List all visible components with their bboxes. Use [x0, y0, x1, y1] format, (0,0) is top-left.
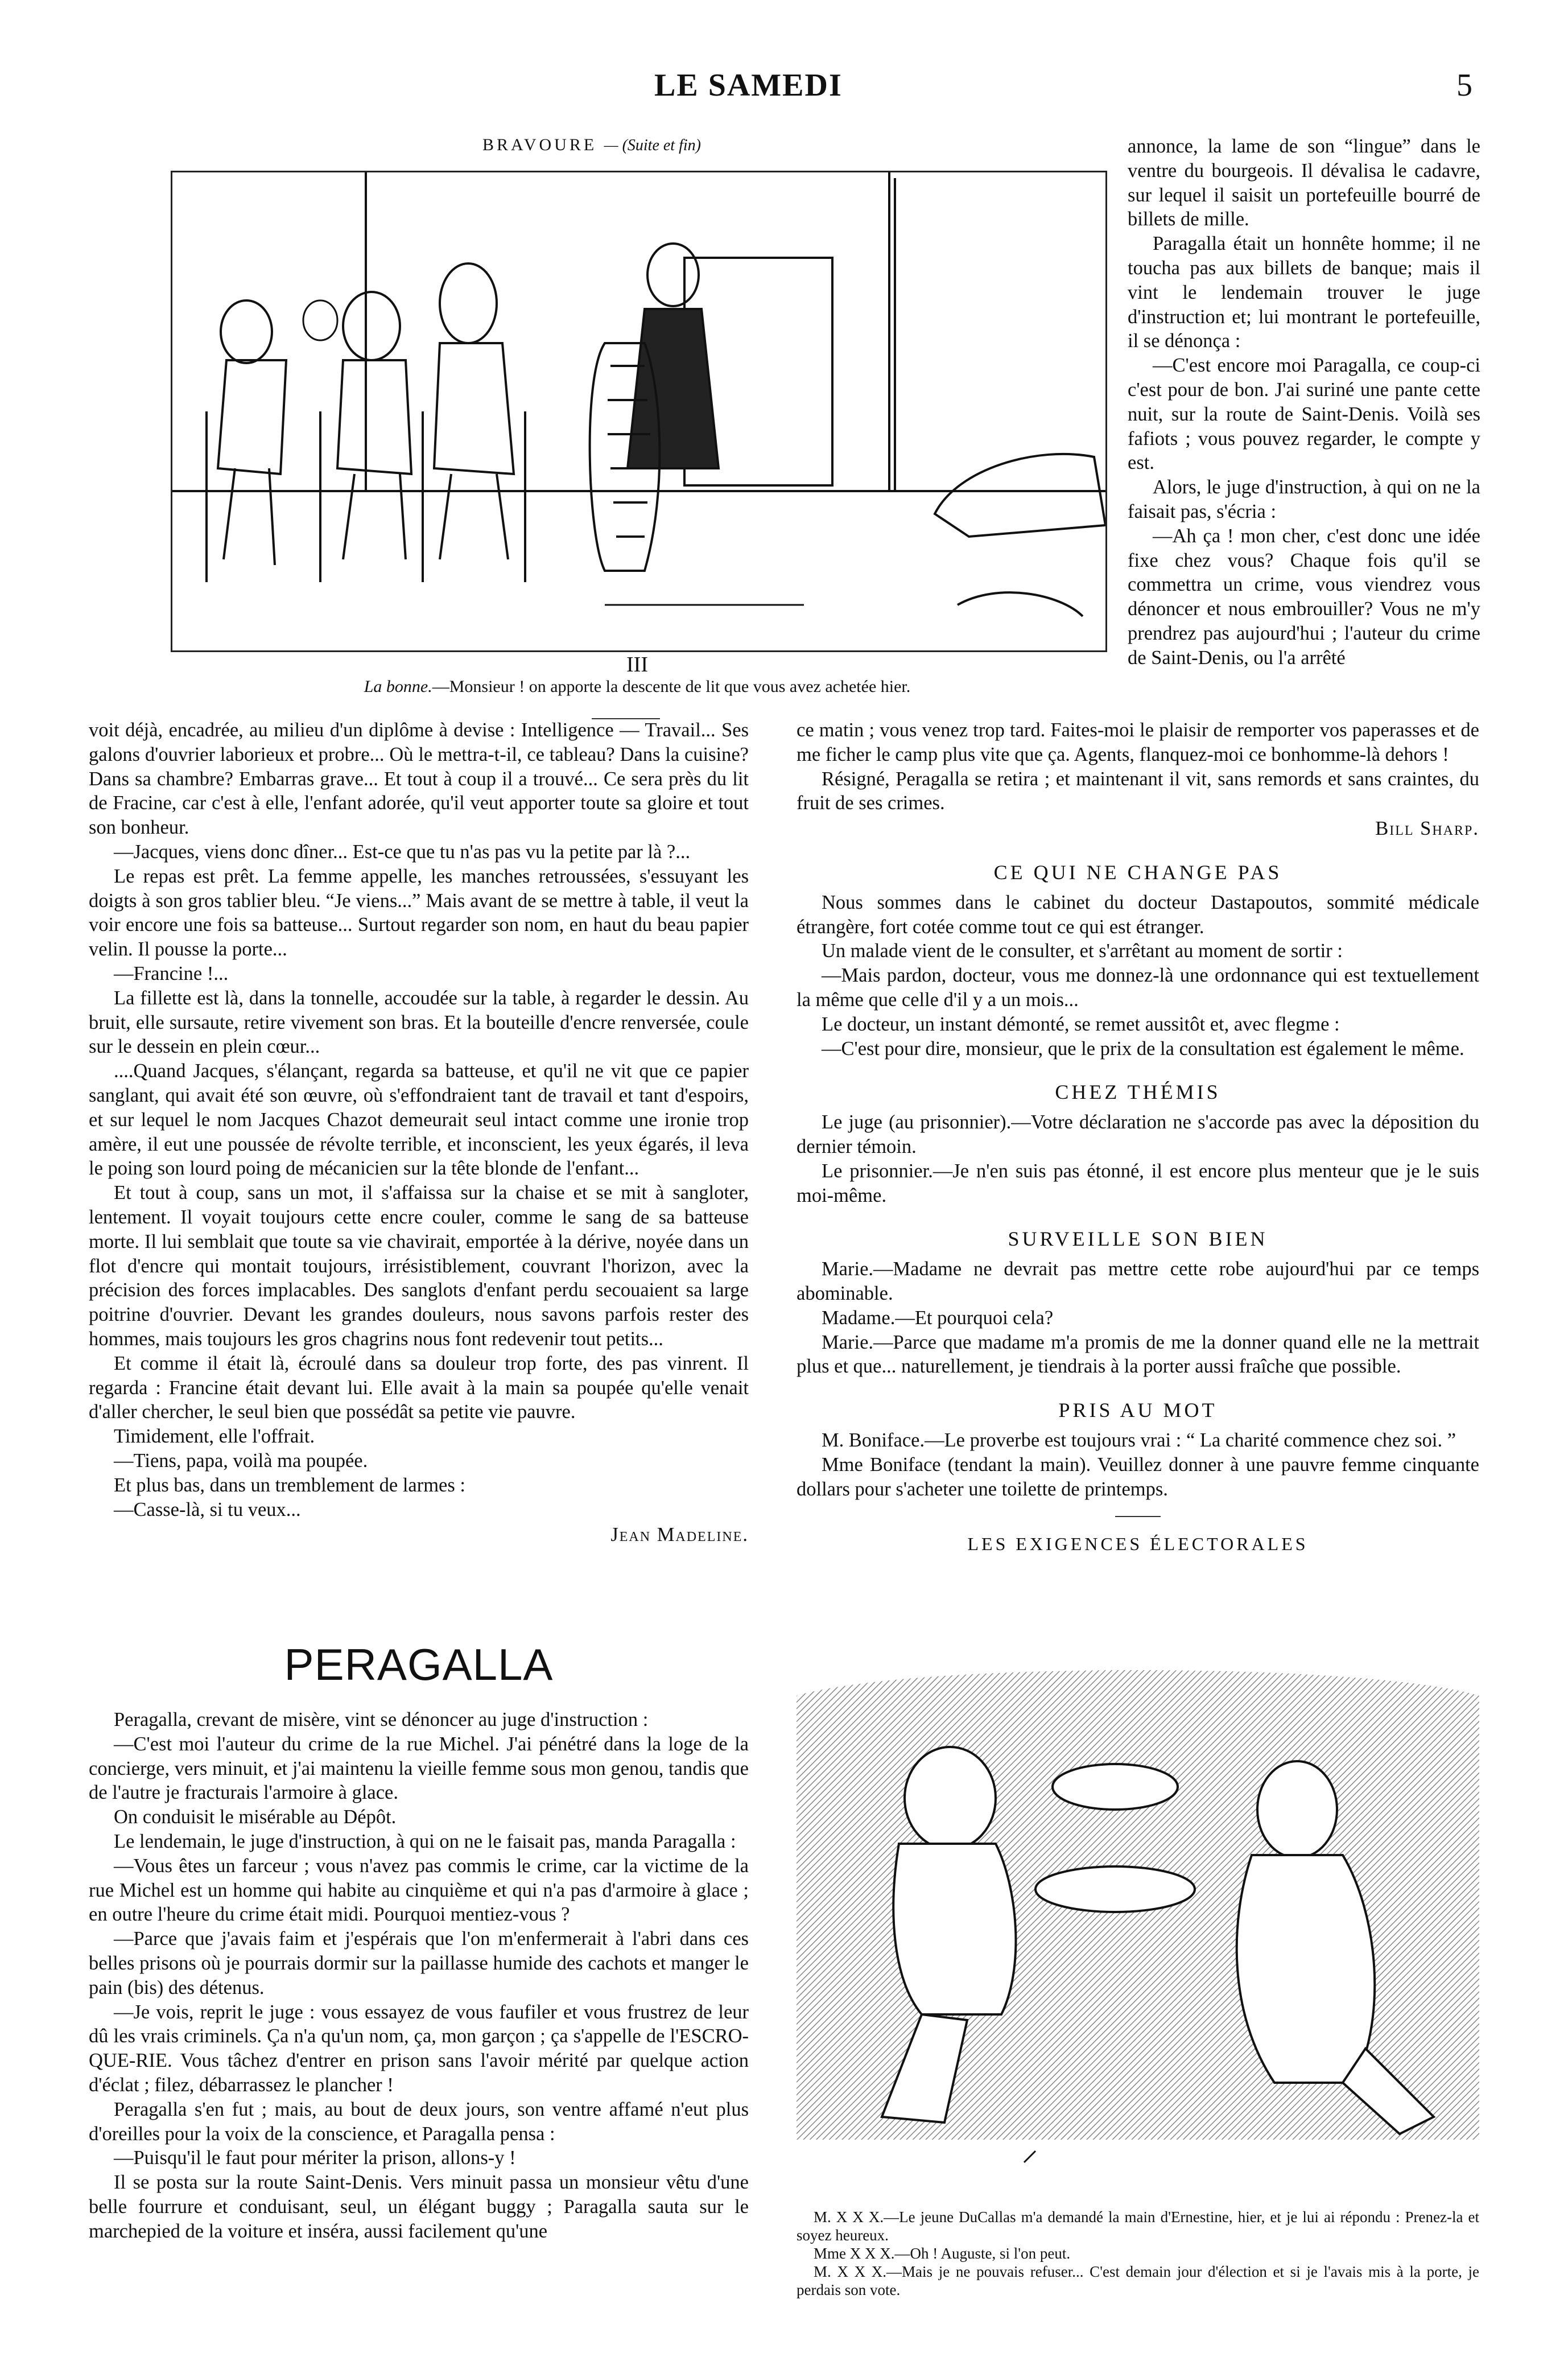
- paragraph: —C'est encore moi Paragalla, ce coup-ci c'est pour de bon. J'ai suriné une pante cette nuit, sur la route de Saint-Denis. Voilà ses fafiots ; vous pouvez regarder, le compte y est.: [1128, 355, 1480, 474]
- section-title: PRIS AU MOT: [1058, 1399, 1218, 1422]
- paragraph: —Parce que j'avais faim et j'espérais que l'on m'enfermerait à l'abri dans ces belles prisons où je pourrais dormir sur la paillasse humide des cachots et manger le pain (bis) des détenus.: [89, 1928, 749, 1998]
- top-illustration-title: [171, 135, 1013, 155]
- paragraph: La fillette est là, dans la tonnelle, accoudée sur la table, à regarder le dessin. Au bruit, elle sursaute, retire vivement son bras. Et la bouteille d'encre renversée, coule sur le dessein en plein cœur...: [89, 987, 749, 1058]
- paragraph: Le prisonnier.—Je n'en suis pas étonné, il est encore plus menteur que je le suis moi-même.: [797, 1160, 1479, 1206]
- caption-speaker: La bonne.: [364, 677, 432, 696]
- paragraph: —C'est pour dire, monsieur, que le prix de la consultation est également le même.: [822, 1037, 1464, 1060]
- section-title: CHEZ THÉMIS: [1055, 1081, 1221, 1104]
- paragraph: —Ah ça ! mon cher, c'est donc une idée fixe chez vous? Chaque fois qu'il se commettra un crime, vous viendrez vous dénoncer et nous embrouiller? Vous ne m'y prendrez pas aujourd'hui ; l'auteur du crime de Saint-Denis, ou l'a arrêté: [1128, 525, 1480, 669]
- paragraph: Timidement, elle l'offrait.: [114, 1425, 315, 1448]
- top-illustration-heading: BRAVOURE: [482, 135, 597, 154]
- paragraph: —C'est moi l'auteur du crime de la rue Michel. J'ai pénétré dans la loge de la concierge, vers minuit, et j'ai maintenu la vieille femme sous mon genou, tandis que de l'autre je fracturais l'armoire à glace.: [89, 1733, 749, 1804]
- paragraph: annonce, la lame de son “lingue” dans le ventre du bourgeois. Il dévalisa le cadavre, sur lequel il saisit un portefeuille bourré de billets de mille.: [1128, 135, 1480, 230]
- paragraph: Mme Boniface (tendant la main). Veuillez donner à une pauvre femme cinquante dollars pour s'acheter une toilette de printemps.: [797, 1453, 1479, 1500]
- paragraph: —Francine !...: [114, 962, 229, 984]
- paragraph: On conduisit le misérable au Dépôt.: [114, 1806, 397, 1828]
- bottom-illustration-caption: [797, 2208, 1479, 2299]
- paragraph: Le repas est prêt. La femme appelle, les manches retroussées, s'essuyant les doigts à son gros tablier bleu. “Je viens...” Mais avant de se mettre à table, il veut la voir encore une fois sa batteuse... Surtout regarder son nom, en haut du beau papier velin. Il pousse la porte...: [89, 865, 749, 961]
- peragalla-article: [89, 1639, 749, 2244]
- paragraph: —Jacques, viens donc dîner... Est-ce que tu n'as pas vu la petite par là ?...: [114, 840, 691, 863]
- paragraph: Le juge (au prisonnier).—Votre déclaration ne s'accorde pas avec la déposition du dernier témoin.: [797, 1111, 1479, 1157]
- divider: [1115, 1516, 1161, 1517]
- paragraph: —Casse-là, si tu veux...: [114, 1498, 301, 1520]
- paragraph: voit déjà, encadrée, au milieu d'un diplôme à devise : Intelligence — Travail... Ses galons d'ouvrier laborieux et probre... Où le mettra-t-il, ce tableau? Dans la cuisine? Dans sa chambre? Embarras grave... Et tout à coup il a trouvé... Ce sera près du lit de Fracine, car c'est à elle, l'enfant adorée, qu'il veut apporter toute sa gloire et tout son bonheur.: [89, 719, 749, 839]
- caption-line: M. X X X.—Mais je ne pouvais refuser... C'est demain jour d'élection et si je l'avais mis à la porte, je perdais son vote.: [797, 2263, 1479, 2298]
- paragraph: Peragalla s'en fut ; mais, au bout de deux jours, son ventre affamé n'eut plus d'oreilles pour la voix de la conscience, et Paragalla pensa :: [89, 2098, 749, 2145]
- paragraph: Peragalla, crevant de misère, vint se dénoncer au juge d'instruction :: [114, 1709, 649, 1730]
- signature: Bill Sharp.: [1375, 818, 1479, 840]
- paragraph: Le docteur, un instant démonté, se remet aussitôt et, avec flegme :: [822, 1013, 1340, 1035]
- running-header: [0, 67, 1568, 107]
- paragraph: Madame.—Et pourquoi cela?: [822, 1307, 1054, 1329]
- paragraph: —Tiens, papa, voilà ma poupée.: [114, 1449, 368, 1472]
- paragraph: —Vous êtes un farceur ; vous n'avez pas commis le crime, car la victime de la rue Michel est un homme qui habite au cinquième et qui n'a pas d'armoire à glace ; en outre l'heure du crime était midi. Pourquoi mentiez-vous ?: [89, 1855, 749, 1926]
- page-number: 5: [1456, 68, 1472, 103]
- paragraph: ce matin ; vous venez trop tard. Faites-moi le plaisir de remporter vos paperasses et de me ficher le camp plus vite que ça. Agents, flanquez-moi ce bonhomme-là dehors !: [797, 719, 1479, 765]
- paragraph: Et tout à coup, sans un mot, il s'affaissa sur la chaise et se mit à sangloter, lentement. Il voyait toujours cette encre couler, comme le sang de sa batteuse morte. Il lui semblait que toute sa vie chavirait, emportée à la dérive, noyée dans un flot d'encre qui montait toujours, irrésistiblement, couvrant l'horizon, avec la précision des forces implacables. Des sanglots d'enfant perdu secouaient sa large poitrine d'ouvrier. Devant les grandes douleurs, nous savons parfois rester des hommes, mais toujours les gros chagrins nous font redevenir tout petits...: [89, 1182, 749, 1350]
- top-illustration-caption: [171, 677, 1104, 697]
- right-story-column: [1128, 134, 1480, 670]
- paragraph: Et comme il était là, écroulé dans sa douleur trop forte, des pas vinrent. Il regarda : Francine était devant lui. Elle avait à la main sa poupée qu'elle venait d'aller chercher, le seul bien que possédât sa petite vie pauvre.: [89, 1352, 749, 1423]
- paragraph: Marie.—Parce que madame m'a promis de me la donner quand elle ne la mettrait plus et que... naturellement, je tiendrais à la porter aussi fraîche que possible.: [797, 1331, 1479, 1378]
- paragraph: ....Quand Jacques, s'élançant, regarda sa batteuse, et qu'il ne vit que ce papier sanglant, qui avait été son œuvre, où s'effondraient tant de travail et tant d'espoirs, et sur lequel le nom Jacques Chazot demeurait seul intact comme une ironie trop amère, il eut une poussée de révolte terrible, et inconscient, les yeux égarés, il leva le poing son lourd poing de mécanicien sur la tête blonde de l'enfant...: [89, 1060, 749, 1180]
- top-illustration-suffix: — (Suite et fin): [604, 137, 701, 154]
- paragraph: Paragalla était un honnête homme; il ne toucha pas aux billets de banque; mais il vint le lendemain trouver le juge d'instruction et; lui montrant le portefeuille, il se dénonça :: [1128, 233, 1480, 352]
- right-wide-column: [797, 718, 1479, 1562]
- paragraph: Le lendemain, le juge d'instruction, à qui on ne le faisait pas, manda Paragalla :: [114, 1830, 736, 1852]
- paragraph: Résigné, Peragalla se retira ; et maintenant il vit, sans remords et sans craintes, du fruit de ses crimes.: [797, 768, 1479, 814]
- top-illustration-drawing: [172, 172, 1105, 650]
- caption-text: —Monsieur ! on apporte la descente de lit que vous avez achetée hier.: [432, 677, 911, 696]
- journal-title: LE SAMEDI: [654, 68, 843, 103]
- section-title: SURVEILLE SON BIEN: [1008, 1227, 1268, 1251]
- paragraph: —Puisqu'il le faut pour mériter la prison, allons-y !: [114, 2147, 516, 2169]
- left-story-column: [89, 718, 749, 1547]
- bottom-illustration-drawing: [797, 1650, 1479, 2197]
- caption-line: M. X X X.—Le jeune DuCallas m'a demandé la main d'Ernestine, hier, et je lui ai répondu : Prenez-la et soyez heureux.: [797, 2208, 1479, 2244]
- caption-line: Mme X X X.—Oh ! Auguste, si l'on peut.: [814, 2245, 1071, 2262]
- bottom-illustration-title: LES EXIGENCES ÉLECTORALES: [967, 1534, 1309, 1555]
- article-title: PERAGALLA: [284, 1639, 554, 1689]
- paragraph: Il se posta sur la route Saint-Denis. Vers minuit passa un monsieur vêtu d'une belle fourrure et conduisant, seul, un élégant buggy ; Paragalla sauta sur le marchepied de la voiture et inséra, aussi facilement qu'une: [89, 2171, 749, 2242]
- section-title: CE QUI NE CHANGE PAS: [993, 860, 1282, 884]
- signature: Jean Madeline.: [610, 1524, 749, 1546]
- paragraph: Marie.—Madame ne devrait pas mettre cette robe aujourd'hui par ce temps abominable.: [797, 1258, 1479, 1304]
- paragraph: Un malade vient de le consulter, et s'arrêtant au moment de sortir :: [822, 940, 1343, 962]
- paragraph: Nous sommes dans le cabinet du docteur Dastapoutos, sommité médicale étrangère, fort cotée comme tout ce qui est étranger.: [797, 891, 1479, 938]
- top-illustration-number: III: [626, 653, 648, 677]
- paragraph: —Je vois, reprit le juge : vous essayez de vous faufiler et vous frustrez de leur dû les vrais criminels. Ça n'a qu'un nom, ça, mon garçon ; ça s'appelle de l'ESCRO-QUE-RIE. Vous tâchez d'entrer en prison sans l'avoir mérité par quelque action d'éclat ; filez, débarrassez le plancher !: [89, 2001, 749, 2096]
- top-illustration: [171, 171, 1107, 652]
- paragraph: M. Boniface.—Le proverbe est toujours vrai : “ La charité commence chez soi. ”: [822, 1429, 1456, 1451]
- bottom-illustration: [797, 1650, 1479, 2197]
- paragraph: —Mais pardon, docteur, vous me donnez-là une ordonnance qui est textuellement la même que celle d'il y a un mois...: [797, 965, 1479, 1011]
- paragraph: Et plus bas, dans un tremblement de larmes :: [114, 1474, 465, 1496]
- paragraph: Alors, le juge d'instruction, à qui on ne la faisait pas, s'écria :: [1128, 476, 1480, 522]
